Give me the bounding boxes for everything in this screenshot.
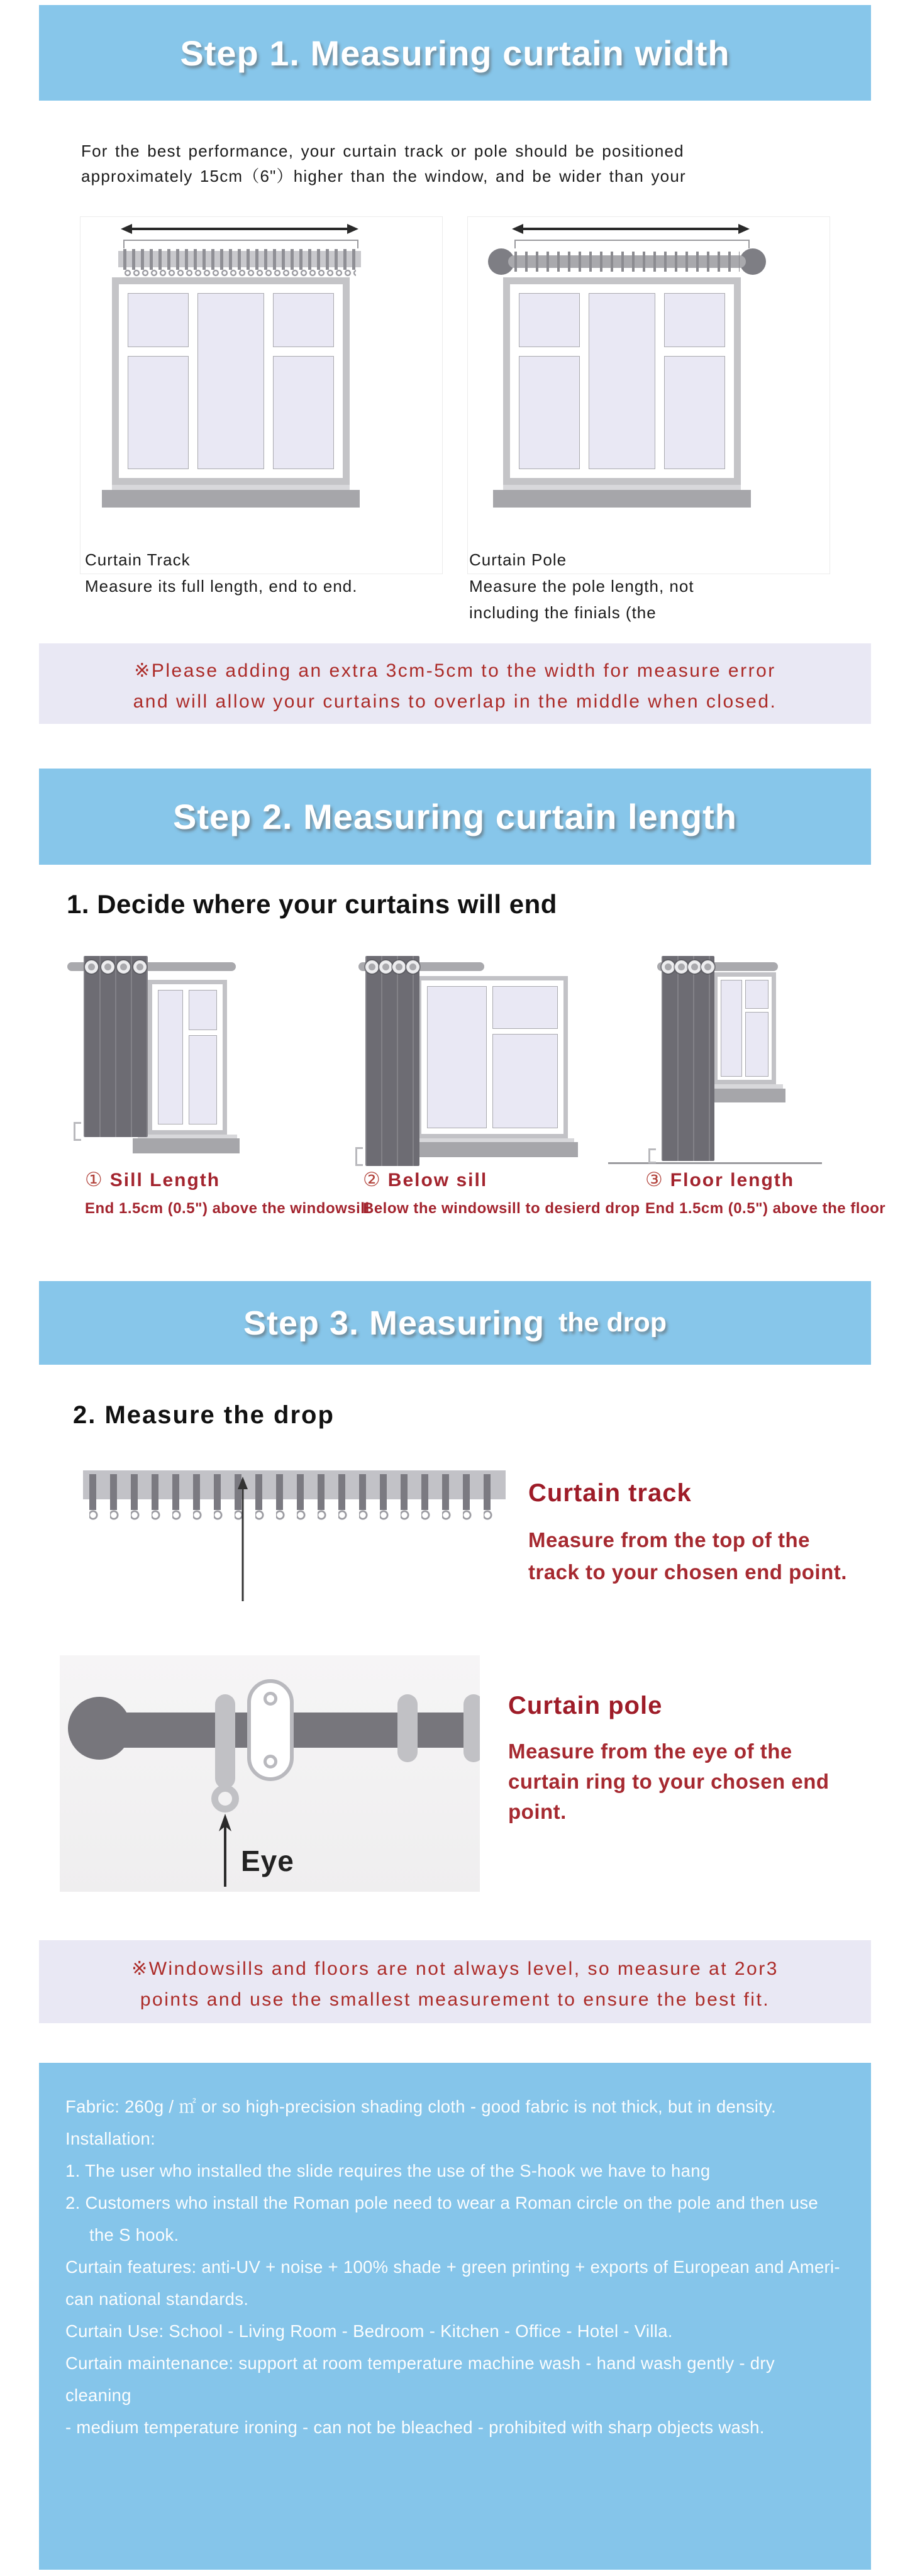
step2-heading: 1. Decide where your curtains will end	[67, 889, 557, 919]
info-line: 1. The user who installed the slide requires the use of the S-hook we have to hang	[65, 2161, 711, 2180]
window-pane	[128, 356, 189, 469]
grommet	[406, 960, 419, 974]
info-line: Fabric: 260g / ㎡ or so high-precision shading cloth - good fabric is not thick, but in density.	[65, 2097, 777, 2116]
window-pane	[189, 990, 217, 1030]
grommet	[101, 960, 114, 974]
curtain-pole-graphic	[508, 251, 746, 272]
window-pane	[158, 990, 183, 1124]
info-line: the S hook.	[89, 2225, 179, 2245]
pole-rings	[514, 252, 740, 272]
window-column	[128, 293, 189, 469]
window-pane	[745, 980, 769, 1009]
track-hook-rings	[123, 269, 356, 277]
curtain-ring	[215, 1694, 235, 1789]
window-column	[273, 293, 334, 469]
window-pane	[492, 1034, 558, 1128]
window-column	[664, 293, 725, 469]
window-pane	[721, 980, 742, 1077]
window-column	[197, 293, 264, 469]
option-caption-floor	[645, 1169, 885, 1218]
mini-window	[148, 980, 227, 1135]
option-caption-below-sill	[363, 1169, 640, 1218]
grommet	[379, 960, 392, 974]
windowsill-slab	[102, 490, 360, 508]
mini-window-frame	[421, 980, 563, 1134]
info-line: Installation:	[65, 2129, 156, 2148]
eye-label: Eye	[241, 1845, 294, 1877]
track-drop-text	[528, 1479, 847, 1588]
curtain-track-illustration	[80, 216, 443, 574]
window-pane	[664, 356, 725, 469]
option-title: Sill Length	[109, 1170, 221, 1191]
window-column	[492, 986, 558, 1128]
floor-length-illustration	[651, 945, 868, 1174]
pole-drop-line-3: point.	[508, 1800, 567, 1823]
grommet	[365, 960, 379, 974]
grommet	[675, 960, 688, 974]
intro-line-2: approximately 15cm（6"）higher than the window, and be wider than your	[81, 167, 686, 186]
window-pane	[189, 1035, 217, 1124]
pole-caption	[469, 547, 694, 626]
info-line: 2. Customers who install the Roman pole need to wear a Roman circle on the pole and then use	[65, 2193, 819, 2212]
bracket-screw-hole	[264, 1755, 277, 1768]
windowsill-slab	[133, 1138, 240, 1153]
grommet-row	[84, 956, 148, 974]
option-title: Below sill	[387, 1170, 488, 1191]
grommet	[85, 960, 98, 974]
option-desc: End 1.5cm (0.5") above the windowsill	[85, 1200, 370, 1217]
curtain-track-drop-graphic	[83, 1470, 506, 1522]
up-arrow-icon	[235, 1477, 250, 1602]
track-drop-line-1: Measure from the top of the	[528, 1528, 811, 1552]
level-notice	[39, 1940, 871, 2023]
bracket-screw-hole	[264, 1692, 277, 1706]
option-number: ③	[645, 1169, 664, 1191]
measure-bracket	[123, 240, 358, 248]
measure-mark	[74, 1122, 81, 1141]
option-number: ①	[85, 1169, 104, 1191]
option-desc: End 1.5cm (0.5") above the floor	[645, 1200, 886, 1217]
mini-window-frame	[718, 977, 772, 1080]
option-title: Floor length	[670, 1170, 795, 1191]
pole-finial-neck	[125, 1716, 141, 1745]
step3-banner	[39, 1281, 871, 1365]
track-caption-body: Measure its full length, end to end.	[85, 577, 358, 596]
eye-arrow-icon	[217, 1814, 233, 1888]
level-notice-line-1: ※Windowsills and floors are not always level, so measure at 2or3	[131, 1958, 779, 1979]
track-gliders	[89, 1474, 499, 1510]
pole-caption-title: Curtain Pole	[469, 550, 567, 569]
width-notice-line-2: and will allow your curtains to overlap in the middle when closed.	[133, 691, 777, 712]
pole-drop-text	[508, 1692, 830, 1827]
grommet	[117, 960, 130, 974]
window-pane	[745, 1012, 769, 1077]
product-info-box	[39, 2063, 871, 2570]
grommet-row	[365, 956, 419, 974]
step1-banner	[39, 5, 871, 101]
measure-mark	[355, 1147, 363, 1166]
window-pane	[492, 986, 558, 1029]
window-frame	[510, 284, 734, 478]
window-pane	[427, 986, 487, 1128]
window-pane	[519, 293, 580, 347]
window-graphic	[112, 277, 350, 485]
window-pane	[197, 293, 264, 469]
grommet	[662, 960, 675, 974]
curtain-track-graphic	[118, 250, 361, 276]
window-column	[189, 990, 217, 1124]
wall-bracket	[247, 1679, 294, 1781]
info-line: - medium temperature ironing - can not be bleached - prohibited with sharp objects wash.	[65, 2418, 765, 2437]
grommet	[133, 960, 147, 974]
step3-banner-subtitle: the drop	[558, 1307, 667, 1338]
window-graphic	[503, 277, 741, 485]
info-line: Curtain Use: School - Living Room - Bedroom - Kitchen - Office - Hotel - Villa.	[65, 2321, 673, 2341]
mini-window	[713, 972, 776, 1084]
pole-drop-line-2: curtain ring to your chosen end	[508, 1770, 830, 1793]
curtain-pole-illustration	[467, 216, 830, 574]
window-pane	[273, 293, 334, 347]
measure-bracket	[514, 240, 750, 248]
window-pane	[273, 356, 334, 469]
pole-drop-title: Curtain pole	[508, 1692, 663, 1719]
ring-eye	[211, 1785, 239, 1813]
pole-caption-body-2: including the finials (the	[469, 603, 657, 622]
window-column	[721, 980, 742, 1077]
level-notice-line-2: points and use the smallest measurement to ensure the best fit.	[140, 1989, 770, 2010]
grommet	[701, 960, 714, 974]
window-frame	[119, 284, 343, 478]
step2-banner-title: Step 2. Measuring curtain length	[172, 797, 738, 836]
step3-heading: 2. Measure the drop	[73, 1401, 335, 1429]
intro-paragraph	[81, 138, 842, 189]
info-line: Curtain features: anti-UV + noise + 100% shade + green printing + exports of European and Ameri-	[65, 2257, 840, 2277]
track-caption	[85, 547, 357, 599]
info-line: can national standards.	[65, 2289, 249, 2309]
grommet	[392, 960, 406, 974]
windowsill-slab	[493, 490, 751, 508]
window-column	[519, 293, 580, 469]
windowsill-slab	[406, 1142, 578, 1157]
curtain-graphic	[365, 956, 419, 1166]
window-column	[745, 980, 769, 1077]
window-pane	[128, 293, 189, 347]
window-column	[589, 293, 655, 469]
step2-banner	[39, 769, 871, 865]
width-double-arrow-icon	[512, 222, 750, 236]
curtain-ring	[397, 1694, 418, 1762]
track-gliders	[123, 249, 356, 270]
track-caption-title: Curtain Track	[85, 550, 191, 569]
pole-drop-line-1: Measure from the eye of the	[508, 1740, 792, 1763]
mini-window-frame	[152, 984, 223, 1130]
track-drop-line-2: track to your chosen end point.	[528, 1560, 847, 1584]
curtain-pole-drop-graphic	[60, 1655, 480, 1892]
option-number: ②	[363, 1169, 382, 1191]
window-column	[158, 990, 183, 1124]
option-caption-sill	[85, 1169, 370, 1218]
below-sill-illustration	[355, 945, 572, 1174]
sill-length-illustration	[67, 945, 284, 1174]
width-notice	[39, 643, 871, 724]
pole-caption-body-1: Measure the pole length, not	[469, 577, 694, 596]
windowsill-slab	[704, 1089, 785, 1102]
curtain-ring	[463, 1694, 480, 1762]
width-double-arrow-icon	[121, 222, 358, 236]
measure-mark	[648, 1148, 656, 1163]
intro-line-1: For the best performance, your curtain track or pole should be positioned	[81, 142, 684, 160]
width-notice-line-1: ※Please adding an extra 3cm-5cm to the width for measure error	[134, 660, 776, 681]
track-hook-rings	[89, 1510, 499, 1521]
option-desc: Below the windowsill to desierd drop	[363, 1200, 640, 1217]
grommet-row	[662, 956, 714, 974]
curtain-graphic	[662, 956, 714, 1161]
pole-finial	[68, 1697, 131, 1760]
curtain-graphic	[84, 956, 148, 1137]
track-drop-title: Curtain track	[528, 1479, 692, 1507]
window-pane	[664, 293, 725, 347]
step3-banner-title: Step 3. Measuring	[243, 1304, 545, 1342]
window-pane	[589, 293, 655, 469]
window-pane	[519, 356, 580, 469]
window-column	[427, 986, 487, 1128]
mini-window	[417, 976, 568, 1138]
step1-banner-title: Step 1. Measuring curtain width	[180, 33, 730, 73]
info-line: Curtain maintenance: support at room temperature machine wash - hand wash gently - dry cleaning	[65, 2353, 775, 2405]
grommet	[688, 960, 701, 974]
